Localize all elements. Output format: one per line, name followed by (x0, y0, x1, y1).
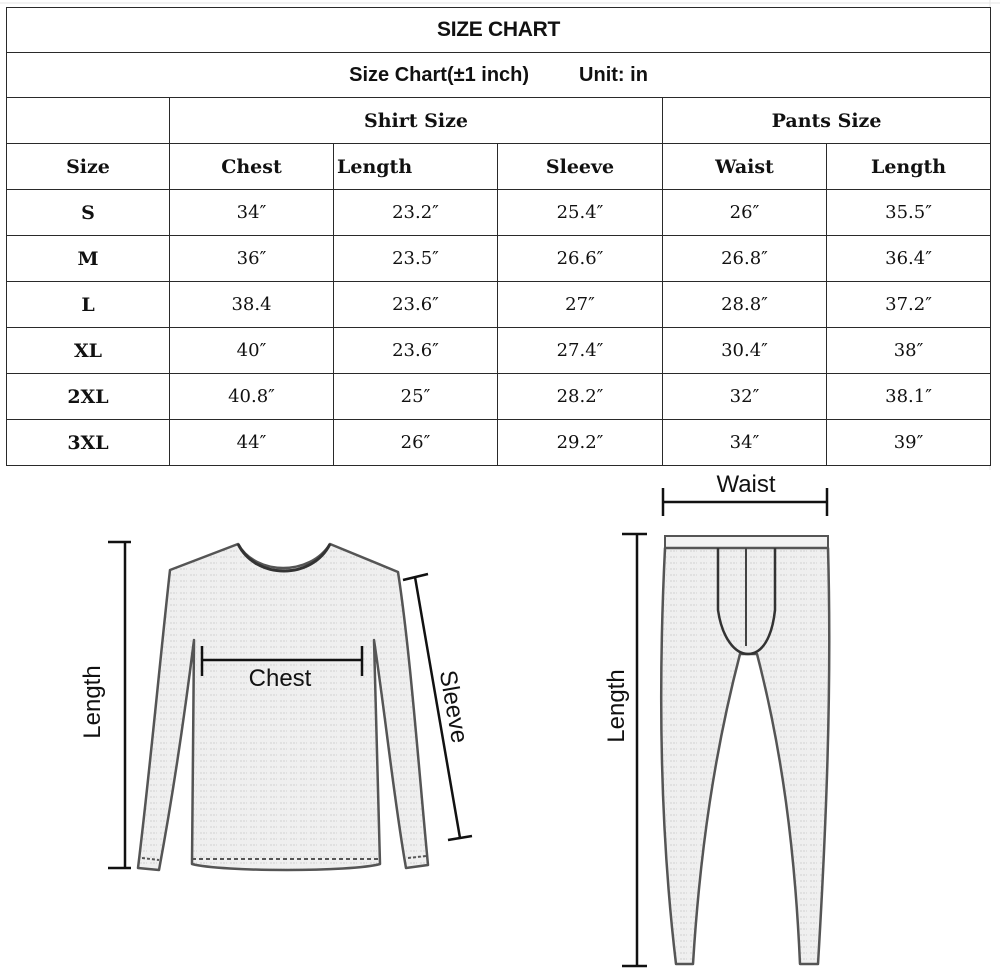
measurement-diagram (0, 470, 1000, 970)
shirt-length-cell: 26″ (334, 420, 498, 466)
waist-label: Waist (716, 471, 776, 498)
pants-illustration (661, 536, 829, 964)
size-cell: 2XL (7, 374, 170, 420)
header-pants-length: Length (827, 144, 991, 190)
pants-length-label: Length (603, 669, 630, 743)
chest-cell: 36″ (170, 236, 334, 282)
chest-cell: 34″ (170, 190, 334, 236)
pants-length-indicator (622, 534, 647, 966)
sleeve-cell: 26.6″ (498, 236, 663, 282)
sleeve-cell: 29.2″ (498, 420, 663, 466)
pants-length-cell: 38″ (827, 328, 991, 374)
waist-cell: 32″ (663, 374, 827, 420)
pants-length-cell: 37.2″ (827, 282, 991, 328)
pants-length-cell: 39″ (827, 420, 991, 466)
header-waist: Waist (663, 144, 827, 190)
waist-cell: 26.8″ (663, 236, 827, 282)
unit-label: Unit: in (579, 63, 648, 86)
table-row (7, 328, 991, 374)
shirt-length-cell: 23.6″ (334, 328, 498, 374)
tolerance-label: Size Chart(±1 inch) (349, 63, 530, 86)
table-row (7, 190, 991, 236)
waist-cell: 26″ (663, 190, 827, 236)
chest-cell: 44″ (170, 420, 334, 466)
shirt-illustration (138, 544, 428, 870)
header-sleeve: Sleeve (498, 144, 663, 190)
sleeve-cell: 25.4″ (498, 190, 663, 236)
size-cell: XL (7, 328, 170, 374)
pants-length-cell: 36.4″ (827, 236, 991, 282)
chest-label: Chest (248, 665, 312, 692)
table-row (7, 236, 991, 282)
header-shirt-length: Length (334, 144, 498, 190)
shirt-length-cell: 23.2″ (334, 190, 498, 236)
size-cell: S (7, 190, 170, 236)
header-size: Size (7, 144, 170, 190)
pants-size-group-header: Pants Size (663, 98, 991, 144)
sleeve-label: Sleeve (433, 668, 474, 746)
table-row (7, 374, 991, 420)
column-header-row (7, 144, 991, 190)
shirt-length-cell: 25″ (334, 374, 498, 420)
shirt-length-cell: 23.6″ (334, 282, 498, 328)
chest-cell: 38.4 (170, 282, 334, 328)
waist-cell: 30.4″ (663, 328, 827, 374)
sleeve-cell: 28.2″ (498, 374, 663, 420)
shirt-size-group-header: Shirt Size (170, 98, 663, 144)
shirt-length-indicator (108, 542, 131, 868)
pants-length-cell: 35.5″ (827, 190, 991, 236)
table-row (7, 420, 991, 466)
waist-cell: 34″ (663, 420, 827, 466)
size-chart-table (6, 7, 991, 466)
chart-subtitle (7, 53, 991, 98)
chart-title: SIZE CHART (7, 8, 991, 53)
header-chest: Chest (170, 144, 334, 190)
blank-corner-cell (7, 98, 170, 144)
chest-cell: 40″ (170, 328, 334, 374)
waist-cell: 28.8″ (663, 282, 827, 328)
size-cell: L (7, 282, 170, 328)
size-cell: M (7, 236, 170, 282)
chest-cell: 40.8″ (170, 374, 334, 420)
shirt-length-label: Length (79, 665, 106, 739)
shirt-length-cell: 23.5″ (334, 236, 498, 282)
size-cell: 3XL (7, 420, 170, 466)
pants-length-cell: 38.1″ (827, 374, 991, 420)
table-row (7, 282, 991, 328)
sleeve-cell: 27.4″ (498, 328, 663, 374)
sleeve-cell: 27″ (498, 282, 663, 328)
